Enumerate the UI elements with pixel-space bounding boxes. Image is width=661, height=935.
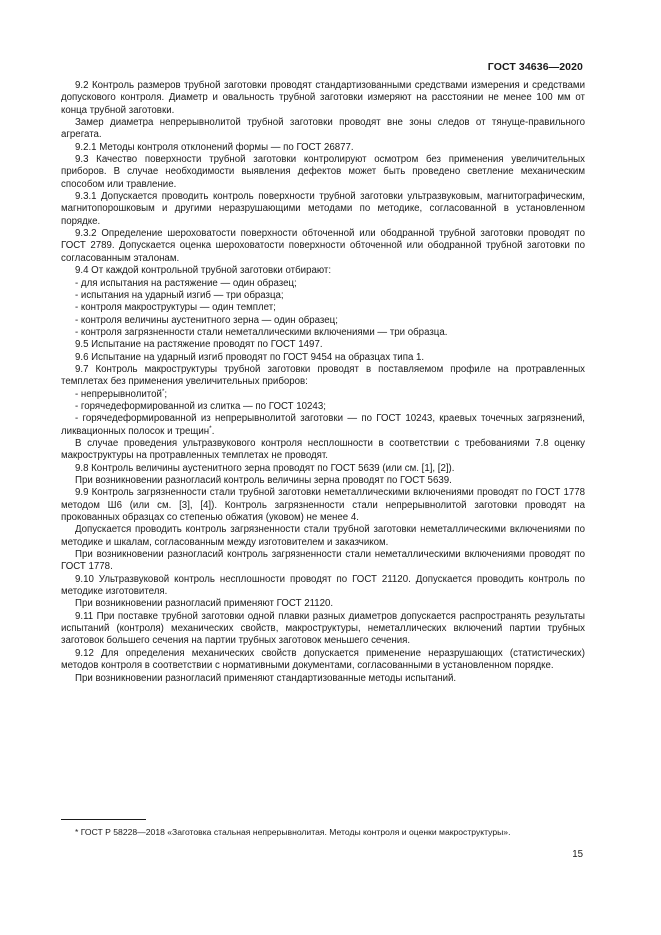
page-number: 15 [572,849,583,860]
list-item-text: - горячедеформированной из непрерывнолитой заготовки — по ГОСТ 10243, краевых точечных загрязнений, ликвационных полосок и трещин [61,413,585,437]
footnote-marker: * [209,424,212,432]
paragraph: 9.3.1 Допускается проводить контроль поверхности трубной заготовки ультразвуковым, магнитографическим, магнитопорошковым и другими неразрушающими методами по методике, согласованной в установленном порядке. [61,191,585,227]
footnote-divider [61,819,146,820]
footnote-marker: * [161,387,165,395]
paragraph: При возникновении разногласий применяют стандартизованные методы испытаний. [75,672,457,684]
paragraph: При возникновении разногласий применяют ГОСТ 21120. [75,598,334,610]
paragraph: 9.2 Контроль размеров трубной заготовки проводят стандартизованными средствами измерения и средствами допускового контроля. Диаметр и овальность трубной заготовки измеряют на расстоянии не менее 100 мм от конца трубной заготовки. [61,80,585,116]
list-item-tail: . [211,425,215,437]
paragraph: 9.3.2 Определение шероховатости поверхности обточенной или ободранной трубной заготовки проводят по ГОСТ 2789. Допускается оценка шероховатости поверхности обточенной или ободранной трубной заготовки по согласованным эталонам. [61,228,585,264]
paragraph: 9.5 Испытание на растяжение проводят по ГОСТ 1497. [75,339,323,351]
paragraph: Допускается проводить контроль загрязненности стали трубной заготовки неметаллическими включениями по методике и шкалам, согласованным между изготовителем и заказчиком. [61,524,585,548]
list-item [61,413,585,438]
page-header: ГОСТ 34636—2020 [487,61,583,73]
paragraph: В случае проведения ультразвукового контроля несплошности в соответствии с требованиями 7.8 оценку макроструктуры на протравленных темплетах не проводят. [61,437,585,462]
paragraph: 9.6 Испытание на ударный изгиб проводят по ГОСТ 9454 на образцах типа 1. [75,351,425,363]
list-item: - испытания на ударный изгиб — три образца; [75,289,284,301]
paragraph: 9.10 Ультразвуковой контроль несплошности проводят по ГОСТ 21120. Допускается проводить контроль по методике изготовителя. [61,573,585,598]
footnote: * ГОСТ Р 58228—2018 «Заготовка стальная непрерывнолитая. Методы контроля и оценки макроструктуры». [75,827,511,837]
paragraph: 9.9 Контроль загрязненности стали трубной заготовки неметаллическими включениями проводят по ГОСТ 1778 методом Ш6 (или см. [3], [4]). Контроль загрязненности стали непрерывнолитой заготовки проводят на прокованных образцах со степенью обжатия (уковом) не менее 4. [61,487,585,524]
paragraph: 9.3 Качество поверхности трубной заготовки контролируют осмотром без применения увеличительных приборов. В случае необходимости выявления дефектов может быть проведено светление механическим способом или травление. [61,154,585,190]
list-item: - контроля макроструктуры — один темплет; [75,302,276,314]
list-item: - контроля величины аустенитного зерна — один образец; [75,314,338,326]
paragraph: 9.8 Контроль величины аустенитного зерна проводят по ГОСТ 5639 (или см. [1], [2]). [75,462,455,474]
list-item: - для испытания на растяжение — один образец; [75,277,297,289]
paragraph: 9.11 При поставке трубной заготовки одной плавки разных диаметров допускается распространять результаты испытаний (контроля) механических свойств, макроструктуры, неметаллических включений партии трубных заготовок большего сечения на партии трубных заготовок меньшего сечения. [61,610,585,647]
list-item [61,389,585,401]
list-item: - горячедеформированной из слитка — по ГОСТ 10243; [75,400,326,412]
paragraph: 9.2.1 Методы контроля отклонений формы — по ГОСТ 26877. [75,141,354,153]
paragraph: 9.7 Контроль макроструктуры трубной заготовки проводят в поставляемом профиле на протравленных темплетах без применения увеличительных приборов: [61,363,585,388]
list-item-text: - непрерывнолитой [75,388,162,400]
paragraph: При возникновении разногласий контроль загрязненности стали неметаллическими включениями проводят по ГОСТ 1778. [61,549,585,573]
list-item: - контроля загрязненности стали неметаллическими включениями — три образца. [75,326,448,338]
paragraph: 9.12 Для определения механических свойств допускается применение неразрушающих (статистических) методов контроля в соответствии с нормативными документами, согласованными в установленном порядке. [61,647,585,672]
paragraph: При возникновении разногласий контроль величины зерна проводят по ГОСТ 5639. [75,475,452,486]
paragraph: 9.4 От каждой контрольной трубной заготовки отбирают: [75,265,332,277]
document-body [61,80,585,685]
paragraph: Замер диаметра непрерывнолитой трубной заготовки проводят вне зоны следов от тянуще-правильного агрегата. [61,117,585,141]
list-item-tail: ; [164,388,168,400]
